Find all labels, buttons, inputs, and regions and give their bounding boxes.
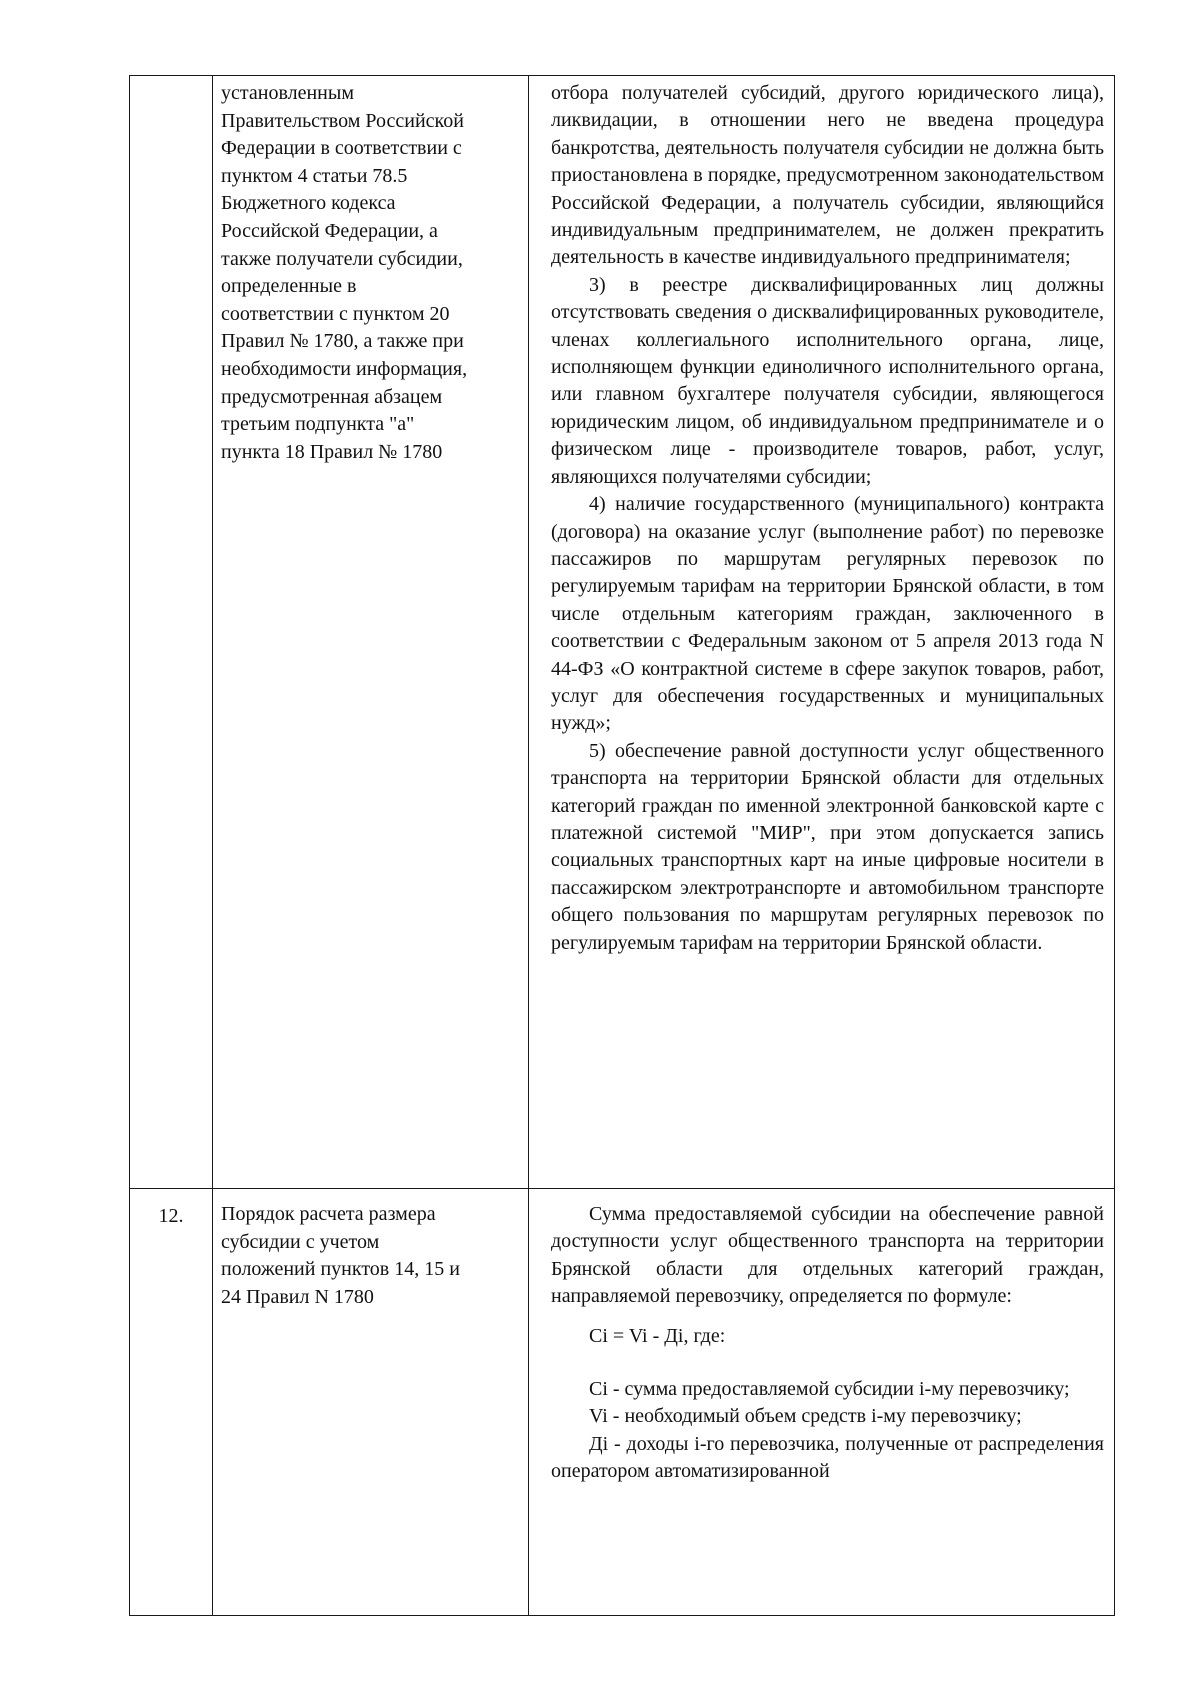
paragraph-intro: Сумма предоставляемой субсидии на обеспечение равной доступности услуг общественного транспорта на территории Брянской области для отдельных категорий граждан, направляемой перевозчику, определяется по формуле: <box>551 1203 1104 1308</box>
paragraph-item-3: 3) в реестре дисквалифицированных лиц должны отсутствовать сведения о дисквалифицированных руководителе, членах коллегиального исполнительного органа, лице, исполняющем функции единоличного исполнительного органа, или главном бухгалтере получателя субсидии, являющегося юридическим лицом, об индивидуальном предпринимателе и о физическом лице - производителе товаров, работ, услуг, являющихся получателями субсидии; <box>551 273 1104 488</box>
row-label: установленным Правительством Российской Федерации в соответствии с пунктом 4 статьи 78.5 Бюджетного кодекса Российской Федерации, а также получатели субсидии, определенные в соответствии с пунктом 20 Правил № 1780, а также при необходимости информация, предусмотренная абзацем третьим подпункта "а" пункта 18 Правил № 1780 <box>221 82 468 463</box>
row-number-cell <box>130 76 213 1189</box>
row-content-cell <box>529 76 1115 1189</box>
paragraph-item-4: 4) наличие государственного (муниципального) контракта (договора) на оказание услуг (выполнение работ) по перевозке пассажиров по маршрутам регулярных перевозок по регулируемым тарифам на территории Брянской области, в том числе отдельным категориям граждан, заключенного в соответствии с Федеральным законом от 5 апреля 2013 года N 44-ФЗ «О контрактной системе в сфере закупок товаров, работ, услуг для обеспечения государственных и муниципальных нужд»; <box>551 493 1104 735</box>
table-row <box>130 1189 1115 1616</box>
row-content-cell <box>529 1189 1115 1616</box>
definition-ci: Ci - сумма предоставляемой субсидии i-му перевозчику; <box>589 1378 1070 1401</box>
paragraph-item-5: 5) обеспечение равной доступности услуг общественного транспорта на территории Брянской области для отдельных категорий граждан по именной электронной банковской карте с платежной системой "МИР", при этом допускается запись социальных транспортных карт на иные цифровые носители в пассажирском электротранспорте и автомобильном транспорте общего пользования по маршрутам регулярных перевозок по регулируемым тарифам на территории Брянской области. <box>551 739 1104 954</box>
document-table <box>129 75 1115 1616</box>
row-label-cell <box>213 76 529 1189</box>
paragraph-continuation: отбора получателей субсидий, другого юридического лица), ликвидации, в отношении него не введена процедура банкротства, деятельность получателя субсидии не должна быть приостановлена в порядке, предусмотренном законодательством Российской Федерации, а получатель субсидии, являющийся индивидуальным предпринимателем, не должен прекратить деятельность в качестве индивидуального предпринимателя; <box>551 82 1104 269</box>
row-label-cell <box>213 1189 529 1616</box>
table-row <box>130 76 1115 1189</box>
row-number-cell: 12. <box>130 1189 213 1616</box>
definition-di: Дi - доходы i-го перевозчика, полученные от распределения оператором автоматизированной <box>551 1432 1104 1483</box>
definition-vi: Vi - необходимый объем средств i-му перевозчику; <box>589 1405 1022 1428</box>
formula: Ci = Vi - Дi, где: <box>589 1324 726 1347</box>
row-label: Порядок расчета размера субсидии с учетом положений пунктов 14, 15 и 24 Правил N 1780 <box>221 1203 460 1308</box>
